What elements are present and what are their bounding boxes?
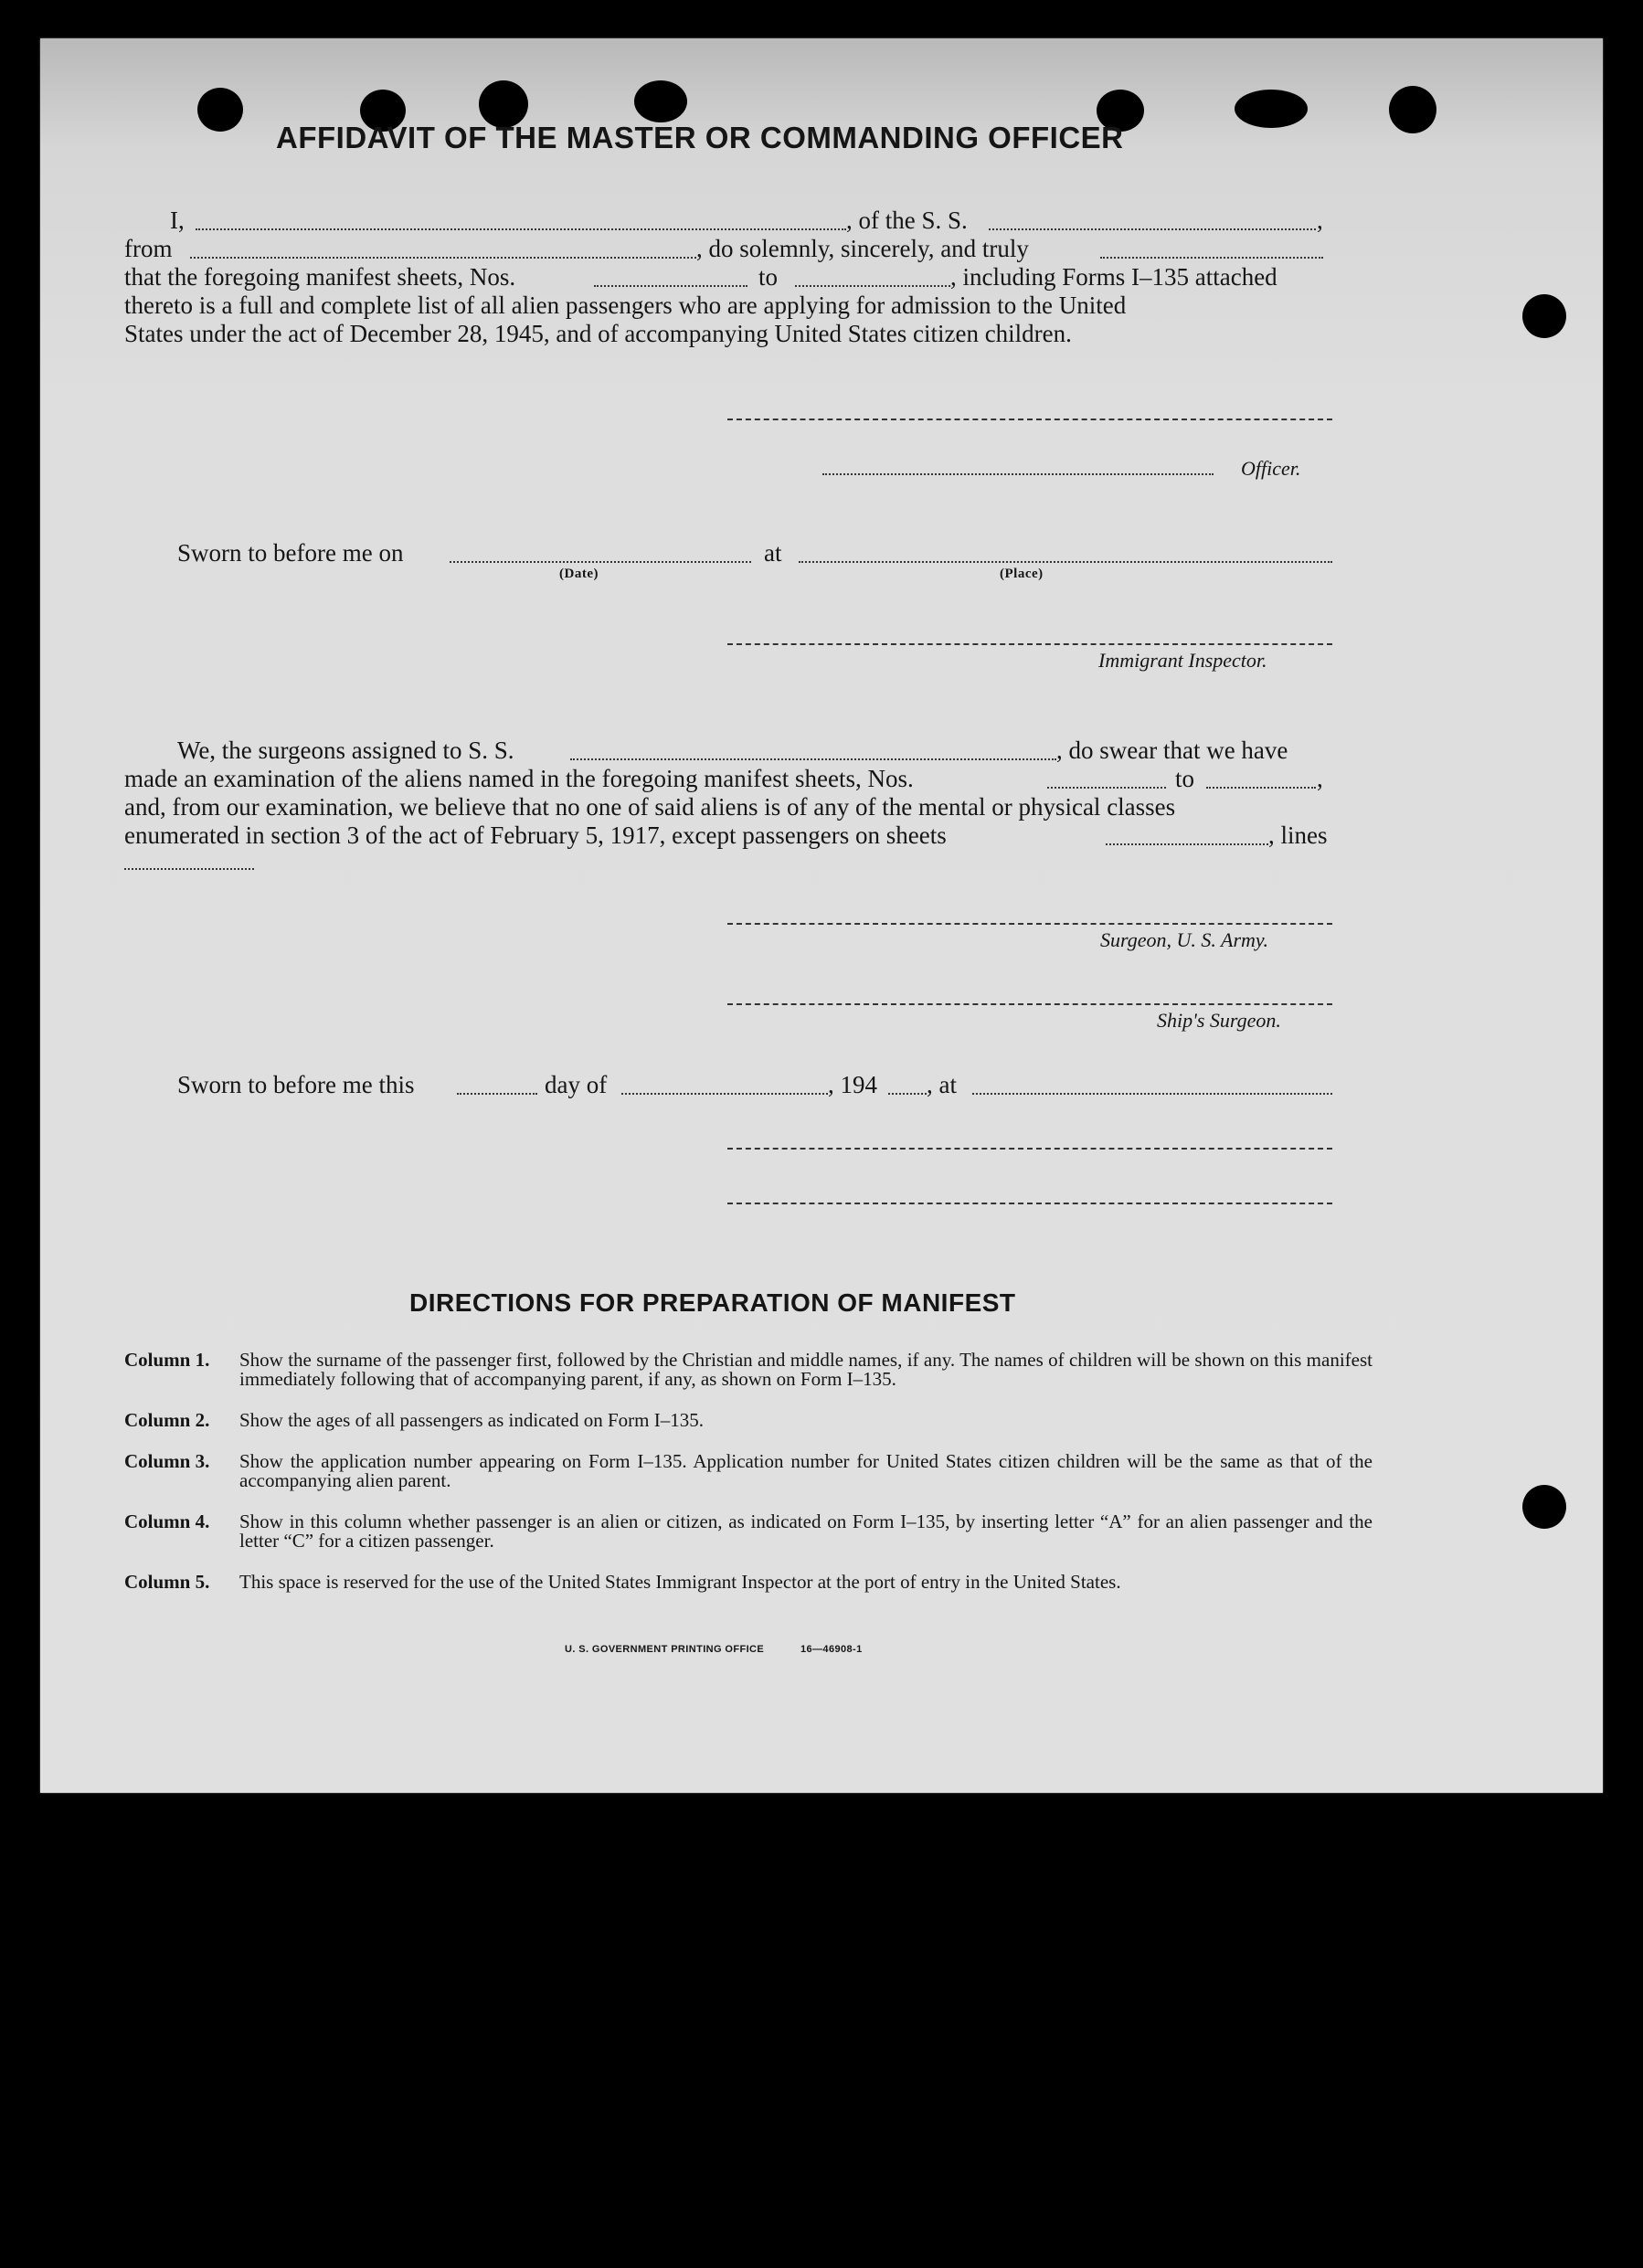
master-name-field[interactable] [196,228,846,230]
direction-item [124,1512,1373,1551]
direction-column-label: Column 1. [124,1349,210,1371]
affidavit-line5: States under the act of December 28, 1945, and of accompanying United States citizen children. [124,320,1072,347]
affidavit-line2-blank[interactable] [1100,257,1323,259]
sworn-at: at [764,539,782,567]
affidavit-line4: thereto is a full and complete list of all alien passengers who are applying for admission to the United [124,291,1127,319]
surgeons-line3: and, from our examination, we believe that no one of said aliens is of any of the mental or physical classes [124,793,1176,821]
sworn2-label: Sworn to before me this [177,1071,415,1098]
form-number: 16—46908-1 [800,1644,863,1655]
sworn-date-field[interactable] [450,561,751,563]
direction-column-text: Show the application number appearing on Form I–135. Application number for United States citizen children will be the same as that of the accompanying alien parent. [239,1450,1373,1491]
sworn2-month-field[interactable] [621,1093,828,1095]
directions-title: DIRECTIONS FOR PREPARATION OF MANIFEST [409,1288,1016,1317]
inspector-label: Immigrant Inspector. [1098,649,1267,672]
direction-column-label: Column 3. [124,1450,210,1472]
surgeons-sheets-to-field[interactable] [1206,787,1316,789]
surgeons-line4a: enumerated in section 3 of the act of February 5, 1917, except passengers on sheets [124,821,947,849]
direction-item [124,1573,1373,1592]
sworn-place-field[interactable] [799,561,1332,563]
affidavit-title: AFFIDAVIT OF THE MASTER OR COMMANDING OFFICER [276,121,1124,154]
ship-surgeon-signature-line[interactable] [727,1003,1332,1005]
from-port-field[interactable] [190,257,696,259]
officer-label: Officer. [1241,457,1301,480]
printer-credit: U. S. GOVERNMENT PRINTING OFFICE [565,1644,765,1655]
affidavit-i: I, [170,207,185,234]
punch-hole [1522,1485,1566,1529]
surgeons-line2a: made an examination of the aliens named in the foregoing manifest sheets, Nos. [124,765,914,792]
affidavit-from: from [124,235,173,262]
direction-column-text: This space is reserved for the use of the United States Immigrant Inspector at the port of entry in the United States. [239,1571,1121,1593]
direction-column-text: Show in this column whether passenger is an alien or citizen, as indicated on Form I–135, by inserting letter “A” for an alien passenger and the letter “C” for a citizen passenger. [239,1510,1373,1552]
place-caption: (Place) [1000,567,1044,581]
sworn2-year: , 194 [828,1071,877,1098]
direction-item [124,1452,1373,1490]
affidavit-including: , including Forms I–135 attached [950,263,1277,291]
except-sheets-field[interactable] [1106,843,1268,845]
punch-hole [197,88,243,132]
army-surgeon-signature-line[interactable] [727,923,1332,925]
surgeons-line2-to: to [1175,765,1195,792]
sworn2-place-field[interactable] [972,1093,1332,1095]
ship-name-field[interactable] [989,228,1316,230]
direction-column-label: Column 4. [124,1510,210,1532]
affidavit-solemnly: , do solemnly, sincerely, and truly [696,235,1029,262]
punch-hole [1522,294,1566,338]
sworn2-signature-line-2[interactable] [727,1203,1332,1204]
date-caption: (Date) [559,567,599,581]
sworn2-year-field[interactable] [888,1093,927,1095]
affidavit-sheets-to: to [758,263,779,291]
surgeons-ship-field[interactable] [570,758,1056,760]
sworn2-day-field[interactable] [457,1093,537,1095]
affidavit-comma: , [1317,207,1323,234]
affidavit-sheets-text: that the foregoing manifest sheets, Nos. [124,263,516,291]
direction-item [124,1351,1373,1389]
directions-list [124,1351,1373,1592]
form-page [40,38,1603,1793]
officer-signature-line[interactable] [822,473,1214,475]
direction-column-label: Column 2. [124,1409,210,1431]
sworn2-signature-line-1[interactable] [727,1148,1332,1150]
army-surgeon-label: Surgeon, U. S. Army. [1100,928,1268,951]
sheets-from-field[interactable] [594,285,747,287]
surgeons-line2-comma: , [1317,765,1323,792]
sheets-to-field[interactable] [795,285,950,287]
master-signature-line[interactable] [727,419,1332,420]
affidavit-of-ss: , of the S. S. [846,207,968,234]
direction-column-text: Show the ages of all passengers as indicated on Form I–135. [239,1409,704,1431]
direction-column-label: Column 5. [124,1571,210,1593]
sworn2-day-of: day of [545,1071,608,1098]
surgeons-line4b: , lines [1268,821,1328,849]
surgeons-line1b: , do swear that we have [1056,737,1288,764]
sworn2-at: , at [927,1071,957,1098]
sworn-label: Sworn to before me on [177,539,404,567]
surgeons-line1a: We, the surgeons assigned to S. S. [177,737,514,764]
surgeons-sheets-from-field[interactable] [1047,787,1166,789]
punch-hole [634,80,687,122]
direction-item [124,1411,1373,1430]
direction-column-text: Show the surname of the passenger first, followed by the Christian and middle names, if any. The names of children will be shown on this manifest immediately following that of accompanying parent, if any, as shown on Form I–135. [239,1349,1373,1390]
except-lines-field[interactable] [124,868,254,870]
ship-surgeon-label: Ship's Surgeon. [1157,1009,1281,1032]
inspector-signature-line[interactable] [727,643,1332,645]
punch-hole [1389,86,1436,133]
punch-hole [1235,90,1308,128]
